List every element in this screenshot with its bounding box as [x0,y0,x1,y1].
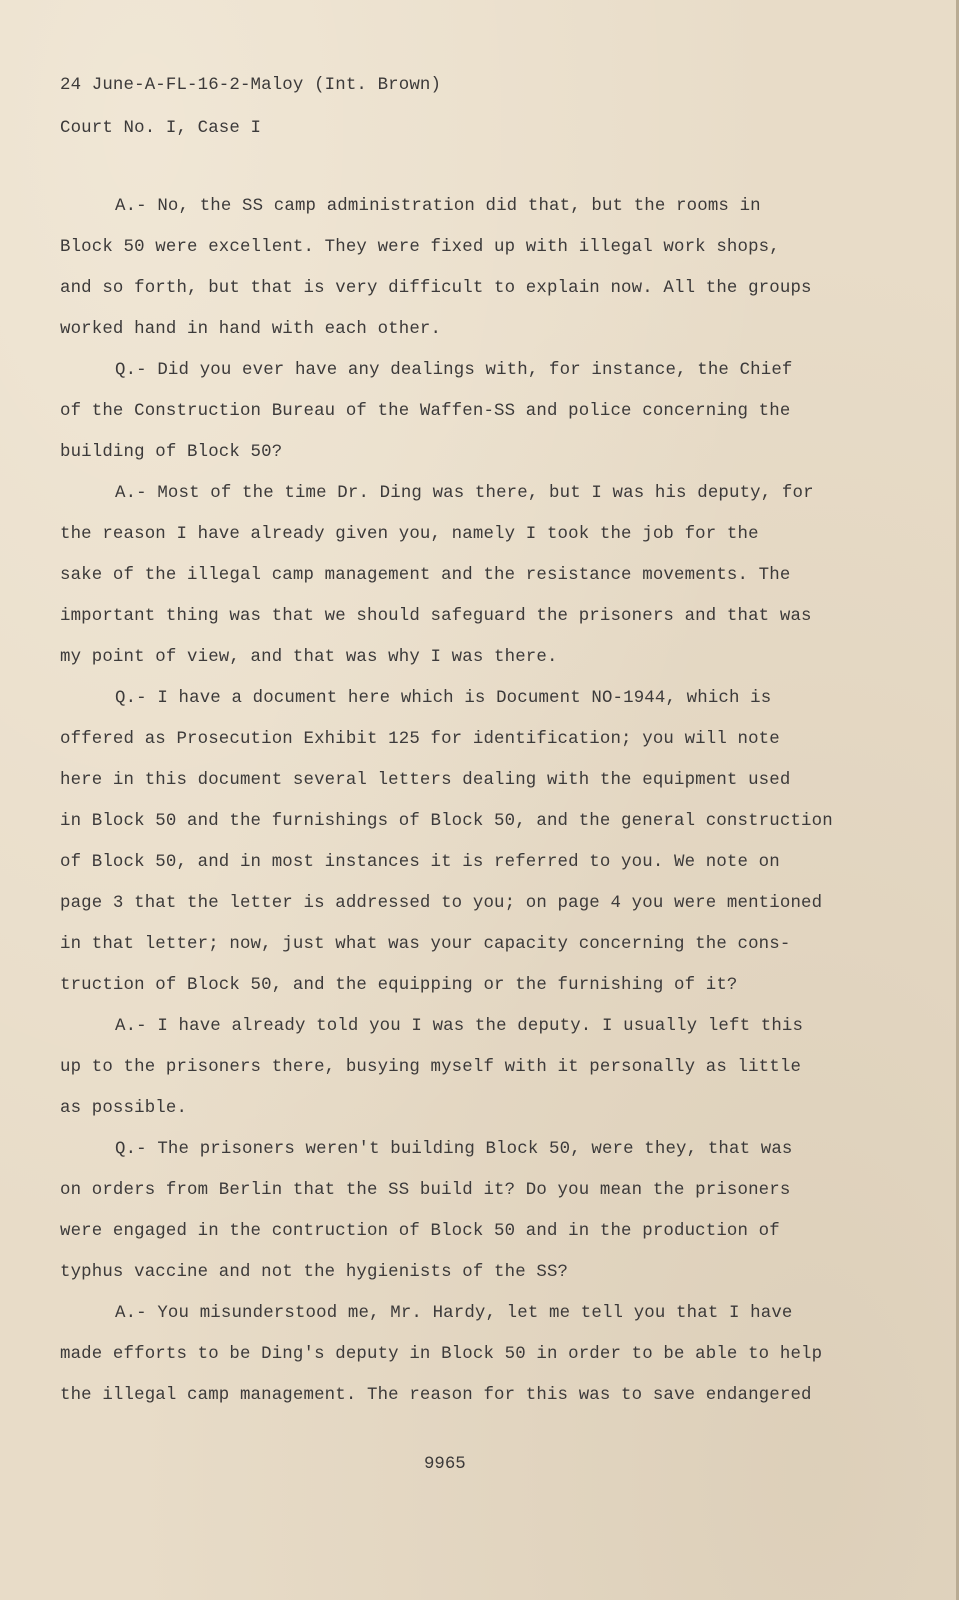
answer-line: A.- Most of the time Dr. Ding was there, but I was his deputy, for [115,484,814,503]
body-line: of the Construction Bureau of the Waffen-SS and police concerning the [60,402,791,421]
page-number: 9965 [424,1455,466,1474]
question-line: Q.- The prisoners weren't building Block 50, were they, that was [115,1140,793,1159]
answer-line: A.- I have already told you I was the deputy. I usually left this [115,1017,804,1036]
body-line: my point of view, and that was why I was there. [60,648,558,667]
body-line: worked hand in hand with each other. [60,320,442,339]
body-line: the reason I have already given you, namely I took the job for the [60,525,759,544]
body-line: up to the prisoners there, busying myself with it personally as little [60,1058,802,1077]
body-line: building of Block 50? [60,443,283,462]
body-line: as possible. [60,1099,188,1118]
body-line: of Block 50, and in most instances it is referred to you. We note on [60,853,780,872]
header-court-line: Court No. I, Case I [60,119,262,138]
body-line: Block 50 were excellent. They were fixed up with illegal work shops, [60,238,780,257]
body-line: here in this document several letters dealing with the equipment used [60,771,791,790]
answer-line: A.- You misunderstood me, Mr. Hardy, let me tell you that I have [115,1304,793,1323]
body-line: on orders from Berlin that the SS build it? Do you mean the prisoners [60,1181,791,1200]
body-line: and so forth, but that is very difficult to explain now. All the groups [60,279,812,298]
body-line: the illegal camp management. The reason for this was to save endangered [60,1386,812,1405]
question-line: Q.- I have a document here which is Document NO-1944, which is [115,689,772,708]
body-line: offered as Prosecution Exhibit 125 for identification; you will note [60,730,780,749]
body-line: were engaged in the contruction of Block 50 and in the production of [60,1222,780,1241]
body-line: page 3 that the letter is addressed to you; on page 4 you were mentioned [60,894,823,913]
header-session-line: 24 June-A-FL-16-2-Maloy (Int. Brown) [60,76,442,95]
body-line: sake of the illegal camp management and the resistance movements. The [60,566,791,585]
body-line: made efforts to be Ding's deputy in Block 50 in order to be able to help [60,1345,823,1364]
answer-line: A.- No, the SS camp administration did that, but the rooms in [115,197,761,216]
body-line: important thing was that we should safeguard the prisoners and that was [60,607,812,626]
body-line: truction of Block 50, and the equipping or the furnishing of it? [60,976,738,995]
body-line: in Block 50 and the furnishings of Block 50, and the general construction [60,812,833,831]
body-line: in that letter; now, just what was your capacity concerning the cons- [60,935,791,954]
question-line: Q.- Did you ever have any dealings with, for instance, the Chief [115,361,793,380]
body-line: typhus vaccine and not the hygienists of the SS? [60,1263,569,1282]
